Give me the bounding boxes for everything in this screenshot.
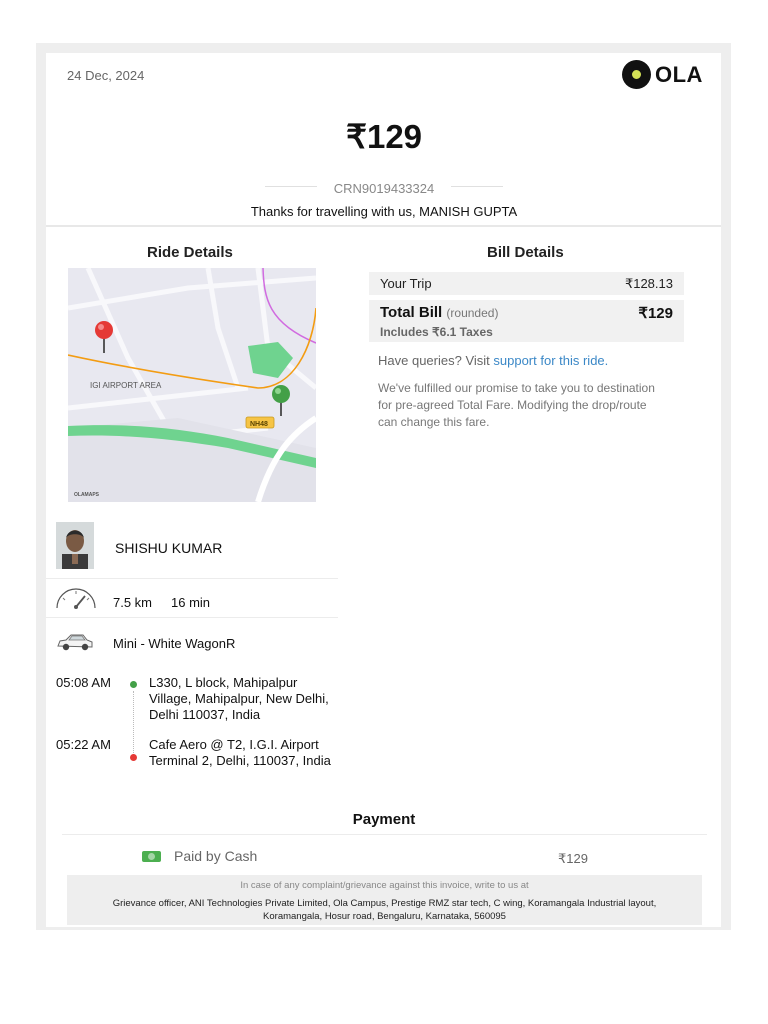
route-map-graphic: [68, 268, 316, 502]
speedometer-icon: [55, 586, 97, 610]
driver-divider: [46, 578, 338, 579]
support-link[interactable]: support for this ride.: [493, 353, 609, 368]
ola-logo-icon: [622, 60, 651, 89]
trip-duration: 16 min: [171, 595, 211, 610]
your-trip-row: [369, 272, 684, 295]
stats-divider: [46, 617, 338, 618]
taxes-included: Includes ₹6.1 Taxes: [380, 325, 493, 339]
route-connector: [133, 691, 134, 755]
driver-name: SHISHU KUMAR: [115, 540, 223, 556]
footer-intro: In case of any complaint/grievance against this invoice, write to us at: [240, 880, 529, 891]
pickup-dot: [130, 681, 137, 688]
pickup-pin: [272, 385, 290, 403]
total-bill-value: ₹129: [638, 305, 673, 322]
cash-icon: [142, 851, 161, 862]
route-map: [68, 268, 316, 502]
queries-text: Have queries? Visit support for this ride.: [378, 353, 609, 368]
trip-distance: 7.5 km: [113, 595, 153, 610]
bill-details-heading: Bill Details: [487, 244, 564, 261]
total-bill-row: [369, 300, 684, 342]
fare-promise-note: We've fulfilled our promise to take you to destination for pre-agreed Total Fare. Modifying the drop/route can change this fare.: [378, 381, 655, 429]
total-bill-sub: (rounded): [446, 306, 499, 320]
total-bill-label: Total Bill (rounded): [380, 304, 499, 321]
drop-time: 05:22 AM: [56, 737, 111, 752]
ride-details-heading: Ride Details: [147, 244, 233, 261]
car-icon: [56, 632, 94, 652]
car-type: Mini - White WagonR: [113, 636, 236, 651]
pickup-time: 05:08 AM: [56, 675, 111, 690]
map-credit: OLAMAPS: [74, 492, 99, 498]
your-trip-value: ₹128.13: [624, 276, 673, 291]
thanks-message: Thanks for travelling with us, MANISH GUPTA: [250, 204, 518, 219]
grievance-footer: [67, 875, 702, 925]
payment-heading: Payment: [352, 811, 416, 828]
crn-number: CRN9019433324: [333, 181, 435, 196]
drop-dot: [130, 754, 137, 761]
section-divider: [46, 225, 721, 227]
pickup-address: L330, L block, Mahipalpur Village, Mahipalpur, New Delhi, Delhi 110037, India: [149, 675, 329, 722]
invoice-date: 24 Dec, 2024: [67, 68, 145, 83]
drop-address: Cafe Aero @ T2, I.G.I. Airport Terminal 2, Delhi, 110037, India: [149, 737, 331, 768]
drop-pin: [95, 321, 113, 339]
footer-address: Grievance officer, ANI Technologies Private Limited, Ola Campus, Prestige RMZ star tech, C wing, Koramangala Industrial layout, Koramangala, Hosur road, Bengaluru, Karnataka, 560095: [112, 898, 657, 922]
payment-divider: [62, 834, 707, 835]
ola-logo-text: OLA: [655, 62, 703, 87]
driver-avatar: [56, 522, 94, 569]
total-amount: ₹129: [345, 118, 423, 155]
map-area-label: IGI AIRPORT AREA: [90, 381, 162, 390]
your-trip-label: Your Trip: [380, 276, 432, 291]
payment-amount: ₹129: [558, 851, 588, 866]
road-shield-label: NH48: [250, 421, 268, 428]
ola-logo: [622, 60, 704, 90]
payment-method: Paid by Cash: [174, 848, 258, 864]
